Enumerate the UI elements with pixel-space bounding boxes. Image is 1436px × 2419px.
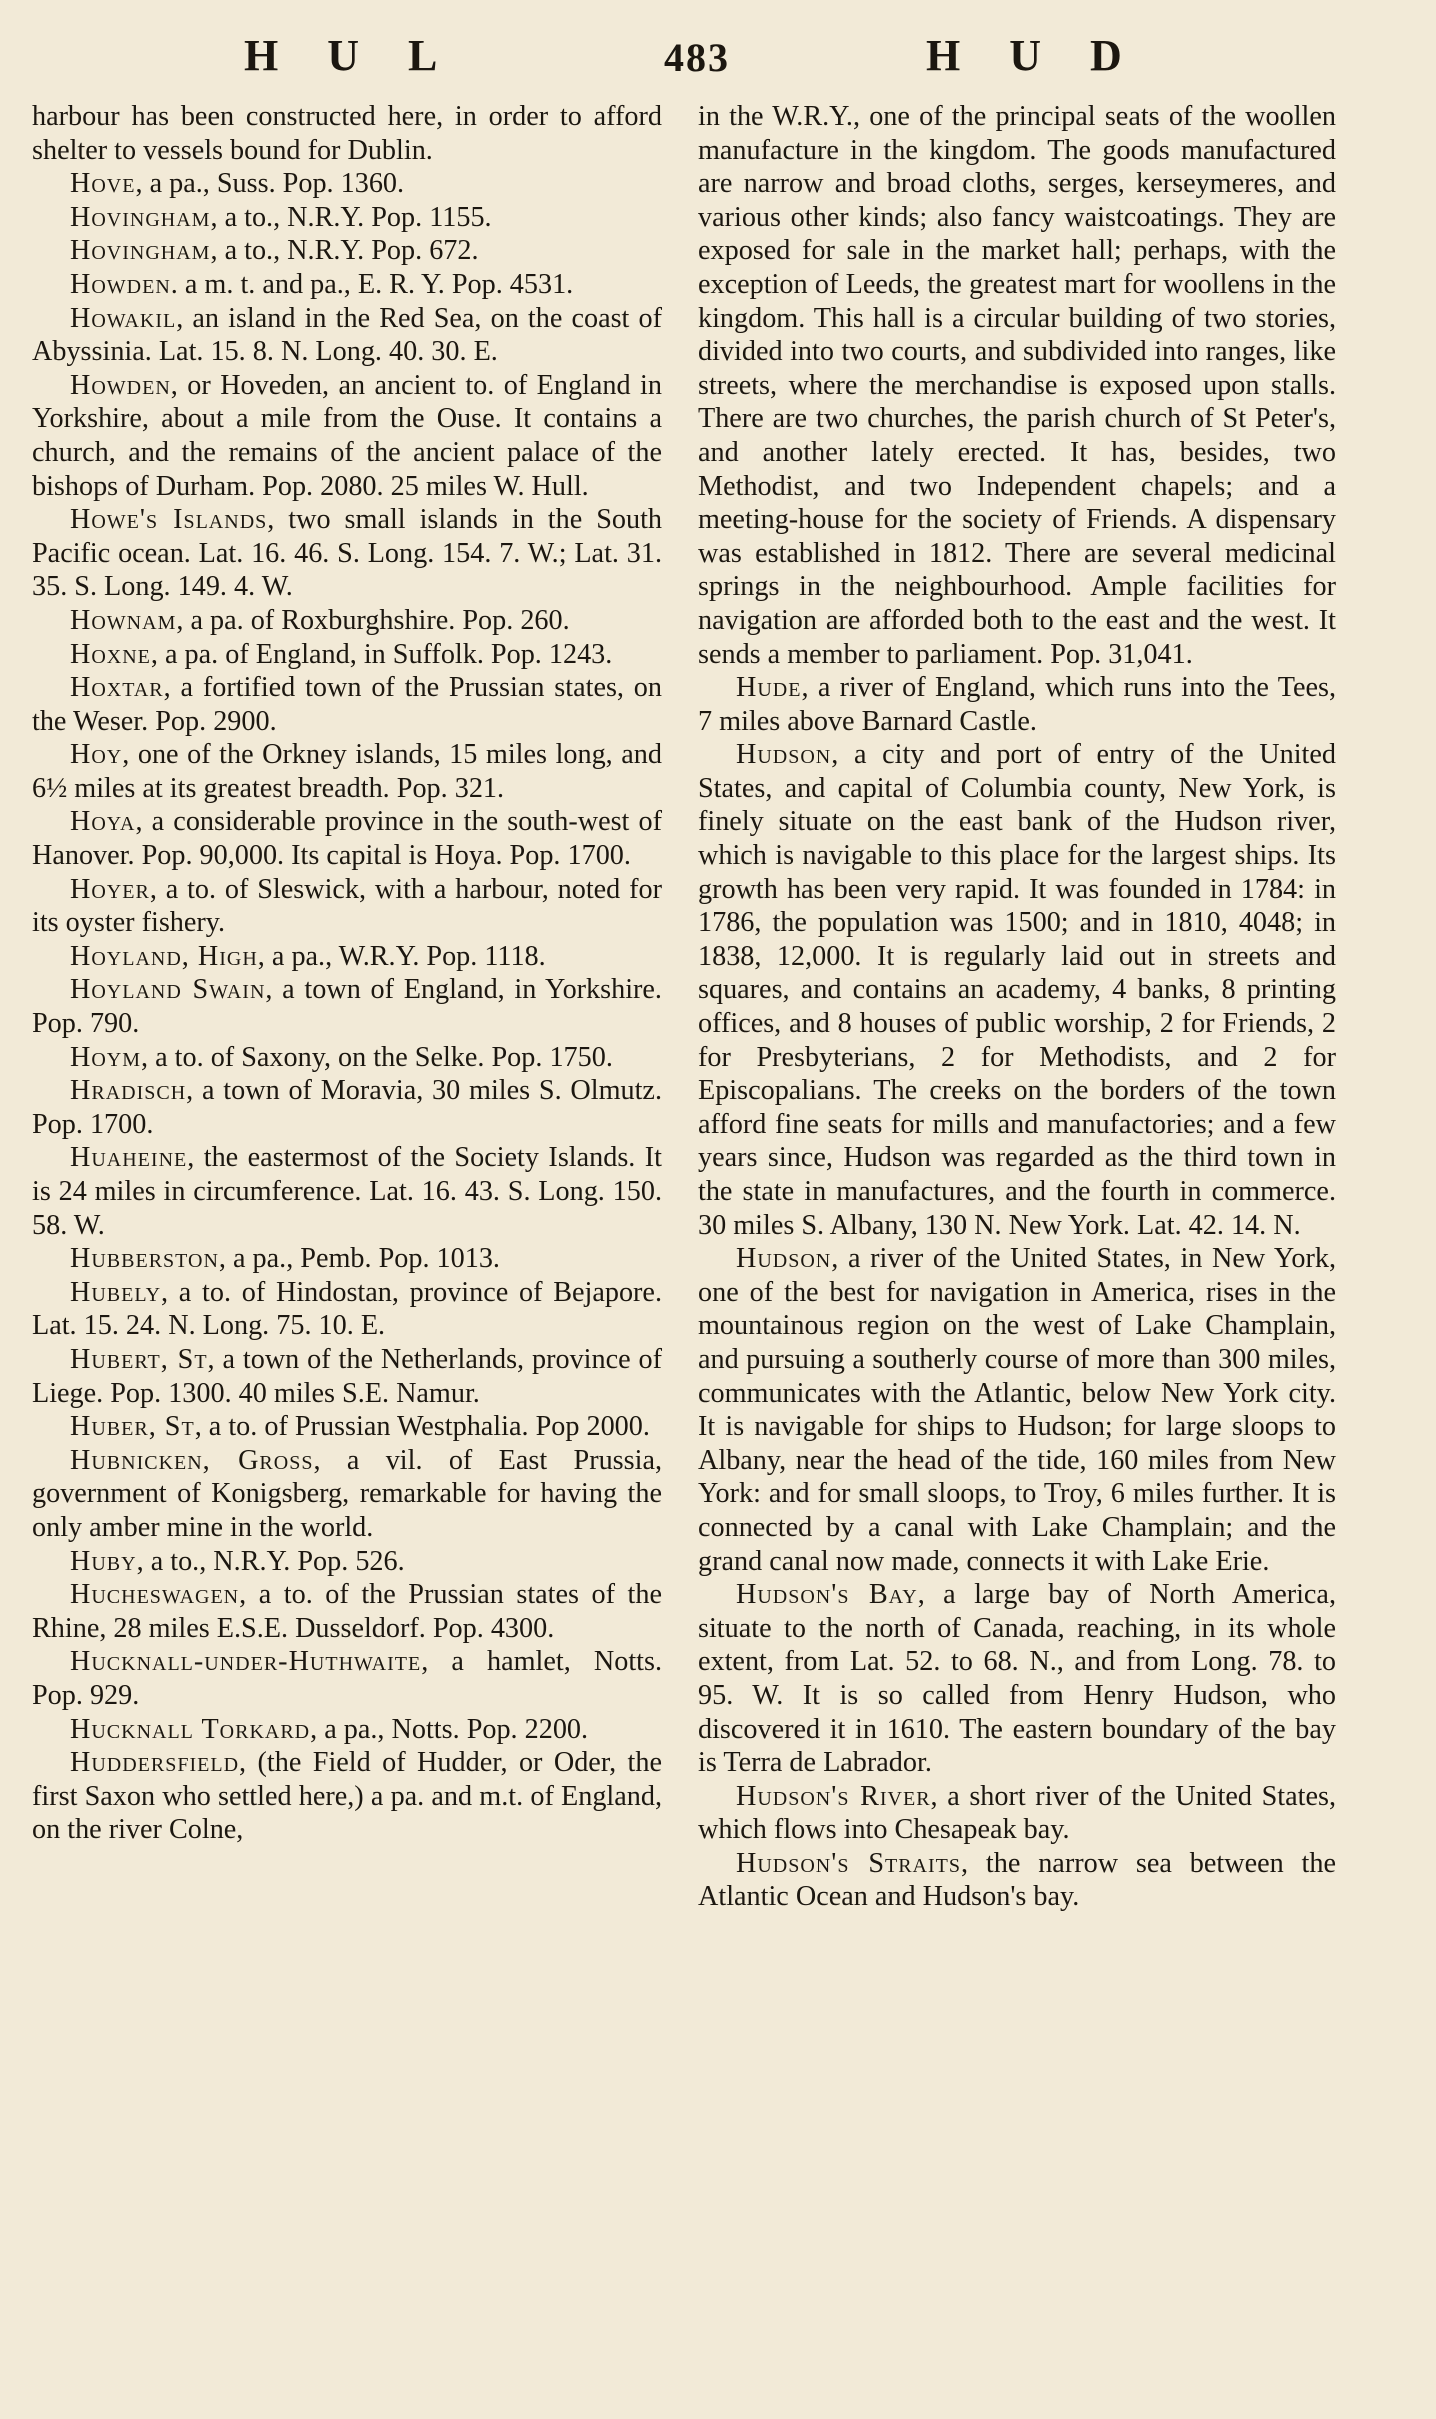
entry-headword: Hove (70, 168, 136, 200)
entry-text: , a pa., Pemb. Pop. 1013. (218, 1243, 500, 1275)
gazetteer-entry (32, 738, 662, 805)
entry-text: , a town of Moravia, 30 miles S. Olmutz. Pop. 1700. (32, 1075, 662, 1140)
entry-headword: Hubely (70, 1276, 162, 1308)
entry-headword: Hubberston (70, 1243, 219, 1275)
entry-headword: Hoxne (70, 638, 151, 670)
entry-headword: Hucknall Torkard (70, 1713, 311, 1745)
gazetteer-entry (32, 604, 662, 638)
entry-headword: Howe's Islands (70, 504, 268, 536)
gazetteer-entry (32, 201, 662, 235)
entry-headword: Huaheine (70, 1142, 188, 1174)
gazetteer-entry (32, 234, 662, 268)
gazetteer-entry (32, 1343, 662, 1410)
entry-text: , or Hoveden, an ancient to. of England in Yorkshire, about a mile from the Ouse. It contains a church, and the remains of the ancient palace of the bishops of Durham. Pop. 2080. 25 miles W. Hull. (32, 369, 662, 502)
running-head-left: H U L (244, 31, 440, 80)
entry-headword: Hudson's Straits (736, 1847, 961, 1879)
page-number: 483 (664, 35, 730, 80)
gazetteer-entry (698, 1578, 1336, 1780)
gazetteer-entry (32, 302, 662, 369)
entry-text: , an island in the Red Sea, on the coast of Abyssinia. Lat. 15. 8. N. Long. 40. 30. E. (32, 302, 662, 368)
entry-headword: Hoya (70, 806, 136, 838)
entry-text: , two small islands in the South Pacific ocean. Lat. 16. 46. S. Long. 154. 7. W.; Lat. 31. 35. S. Long. 149. 4. W. (32, 504, 662, 603)
gazetteer-entry (32, 1410, 662, 1444)
entry-text: , a pa. of England, in Suffolk. Pop. 1243. (150, 638, 613, 670)
entry-headword: Hucheswagen (70, 1579, 240, 1611)
entry-text: , a pa., W.R.Y. Pop. 1118. (257, 940, 546, 972)
entry-headword: Hudson (736, 1243, 832, 1275)
gazetteer-entry (32, 1578, 662, 1645)
gazetteer-entry (698, 671, 1336, 738)
gazetteer-entry (32, 940, 662, 974)
gazetteer-entry (32, 369, 662, 503)
gazetteer-entry (32, 503, 662, 604)
running-head-right: H U D (926, 31, 1124, 80)
entry-headword: Hoym (70, 1041, 142, 1073)
entry-headword: Hoxtar (70, 672, 164, 704)
gazetteer-entry (32, 671, 662, 738)
entry-headword: Hovingham (70, 235, 211, 267)
entry-headword: Howden (70, 369, 171, 401)
entry-text: , a to. of Sleswick, with a harbour, noted for its oyster fishery. (32, 873, 662, 939)
gazetteer-entry (698, 1780, 1336, 1847)
entry-text: , a to., N.R.Y. Pop. 672. (210, 235, 479, 267)
entry-headword: Hudson's River (736, 1780, 931, 1812)
entry-text: , a considerable province in the south-west of Hanover. Pop. 90,000. Its capital is Hoya. Pop. 1700. (32, 806, 662, 872)
entry-headword: Hoyland Swain (70, 974, 266, 1006)
entry-text: , a hamlet, Notts. Pop. 929. (32, 1646, 662, 1711)
entry-headword: Huddersfield (70, 1747, 240, 1779)
entry-text: , a river of the United States, in New York, one of the best for navigation in America, rises in the mountainous region on the west of Lake Champlain, and pursuing a southerly course of more than 300 miles, communicates with the Atlantic, below New York city. It is navigable for ships to Hudson; for large sloops to Albany, near the head of the tide, 160 miles from New York: and for small sloops, to Troy, 6 miles further. It is connected by a canal with Lake Champlain; and the grand canal now made, connects it with Lake Erie. (698, 1243, 1336, 1577)
entry-text: , a short river of the United States, which flows into Chesapeak bay. (698, 1780, 1336, 1846)
gazetteer-entry (32, 638, 662, 672)
gazetteer-entry (32, 167, 662, 201)
entry-text: , a vil. of East Prussia, government of Konigsberg, remarkable for having the only amber mine in the world. (32, 1444, 663, 1543)
entry-text: , a pa., Notts. Pop. 2200. (310, 1713, 589, 1745)
entry-text: in the W.R.Y., one of the principal seats of the woollen manufacture in the kingdom. The goods manufactured are narrow and broad cloths, serges, kerseymeres, and various other kinds; also fancy waistcoatings. They are exposed for sale in the market hall; perhaps, with the exception of Leeds, the greatest mart for woollens in the kingdom. This hall is a circular building of two stories, divided into two courts, and subdivided into ranges, like streets, where the merchandise is exposed upon stalls. There are two churches, the parish church of St Peter's, and another lately erected. It has, besides, two Methodist, and two Independent chapels; and a meeting-house for the society of Friends. A dispensary was established in 1812. There are several medicinal springs in the neighbourhood. Ample facilities for navigation are afforded both to the east and the west. It sends a member to parliament. Pop. 31,041. (698, 101, 1336, 670)
gazetteer-entry (698, 1847, 1336, 1914)
entry-headword: Hudson's Bay (736, 1579, 918, 1611)
gazetteer-entry (32, 100, 662, 167)
gazetteer-entry (32, 1444, 662, 1545)
entry-text: , a pa. of Roxburghshire. Pop. 260. (176, 604, 570, 636)
entry-text: , a to. of Hindostan, province of Bejapore. Lat. 15. 24. N. Long. 75. 10. E. (32, 1276, 662, 1342)
entry-headword: Hude (736, 672, 802, 704)
gazetteer-entry (32, 873, 662, 940)
entry-text: , (the Field of Hudder, or Oder, the first Saxon who settled here,) a pa. and m.t. of England, on the river Colne, (32, 1747, 662, 1846)
entry-headword: Hoy (70, 739, 123, 771)
entry-text: , a to., N.R.Y. Pop. 1155. (210, 201, 492, 233)
entry-text: harbour has been constructed here, in order to afford shelter to vessels bound for Dublin. (32, 101, 662, 166)
entry-text: , a to. of the Prussian states of the Rhine, 28 miles E.S.E. Dusseldorf. Pop. 4300. (32, 1579, 662, 1644)
entry-text: , a pa., Suss. Pop. 1360. (135, 168, 405, 200)
gazetteer-entry (32, 1645, 662, 1712)
entry-headword: Huby (70, 1545, 137, 1577)
entry-text: , a fortified town of the Prussian states, on the Weser. Pop. 2900. (32, 672, 662, 737)
gazetteer-entry (698, 738, 1336, 1242)
entry-headword: Hubnicken, Gross (70, 1444, 314, 1476)
entry-headword: Hudson (736, 739, 832, 771)
gazetteer-entry (698, 100, 1336, 671)
entry-text: . a m. t. and pa., E. R. Y. Pop. 4531. (170, 268, 574, 300)
gazetteer-entry (32, 1041, 662, 1075)
entry-text: , a city and port of entry of the United States, and capital of Columbia county, New York, is finely situate on the east bank of the Hudson river, which is navigable to this place for the largest ships. Its growth has been very rapid. It was founded in 1784: in 1786, the population was 1500; and in 1810, 4048; in 1838, 12,000. It is regularly laid out in streets and squares, and contains an academy, 4 banks, 8 printing offices, and 8 houses of public worship, 2 for Friends, 2 for Presbyterians, 2 for Methodists, and 2 for Episcopalians. The creeks on the borders of the town afford fine seats for mills and manufactories; and a few years since, Hudson was regarded as the third town in the state in manufactures, and the fourth in commerce. 30 miles S. Albany, 130 N. New York. Lat. 42. 14. N. (698, 739, 1336, 1241)
gazetteer-entry (32, 1141, 662, 1242)
entry-headword: Hucknall-under-Huthwaite (70, 1646, 422, 1678)
entry-text: , one of the Orkney islands, 15 miles long, and 6½ miles at its greatest breadth. Pop. 321. (32, 739, 662, 804)
gazetteer-entry (32, 1276, 662, 1343)
entry-text: , a river of England, which runs into the Tees, 7 miles above Barnard Castle. (698, 672, 1336, 737)
entry-headword: Hubert, St (70, 1343, 208, 1375)
entry-headword: Hradisch (70, 1075, 187, 1107)
gazetteer-entry (32, 268, 662, 302)
entry-headword: Hoyer (70, 873, 150, 905)
page-header (0, 30, 1436, 90)
entry-headword: Hownam (70, 604, 177, 636)
gazetteer-entry (32, 1545, 662, 1579)
entry-text: , a large bay of North America, situate to the north of Canada, reaching, in its whole extent, from Lat. 52. to 68. N., and from Long. 78. to 95. W. It is so called from Henry Hudson, who discovered it in 1610. The eastern boundary of the bay is Terra de Labrador. (698, 1579, 1336, 1779)
gazetteer-entry (32, 1242, 662, 1276)
gazetteer-entry (32, 805, 662, 872)
entry-headword: Huber, St (70, 1411, 195, 1443)
gazetteer-entry (32, 1074, 662, 1141)
left-column (32, 100, 662, 1847)
entry-text: , a to. of Saxony, on the Selke. Pop. 1750. (141, 1041, 613, 1073)
entry-headword: Hovingham (70, 201, 211, 233)
entry-text: , a town of the Netherlands, province of Liege. Pop. 1300. 40 miles S.E. Namur. (32, 1343, 662, 1409)
entry-headword: Hoyland, High (70, 940, 258, 972)
gazetteer-entry (32, 1713, 662, 1747)
entry-text: , a to., N.R.Y. Pop. 526. (136, 1545, 405, 1577)
entry-text: , a to. of Prussian Westphalia. Pop 2000. (194, 1411, 650, 1443)
gazetteer-entry (698, 1242, 1336, 1578)
gazetteer-entry (32, 973, 662, 1040)
entry-headword: Howakil (70, 302, 177, 334)
entry-text: , the eastermost of the Society Islands. It is 24 miles in circumference. Lat. 16. 43. S. Long. 150. 58. W. (32, 1142, 662, 1241)
gazetteer-entry (32, 1746, 662, 1847)
entry-headword: Howden (70, 268, 171, 300)
entry-text: , the narrow sea between the Atlantic Ocean and Hudson's bay. (698, 1847, 1336, 1913)
right-column (698, 100, 1336, 1914)
entry-text: , a town of England, in Yorkshire. Pop. 790. (32, 974, 662, 1040)
